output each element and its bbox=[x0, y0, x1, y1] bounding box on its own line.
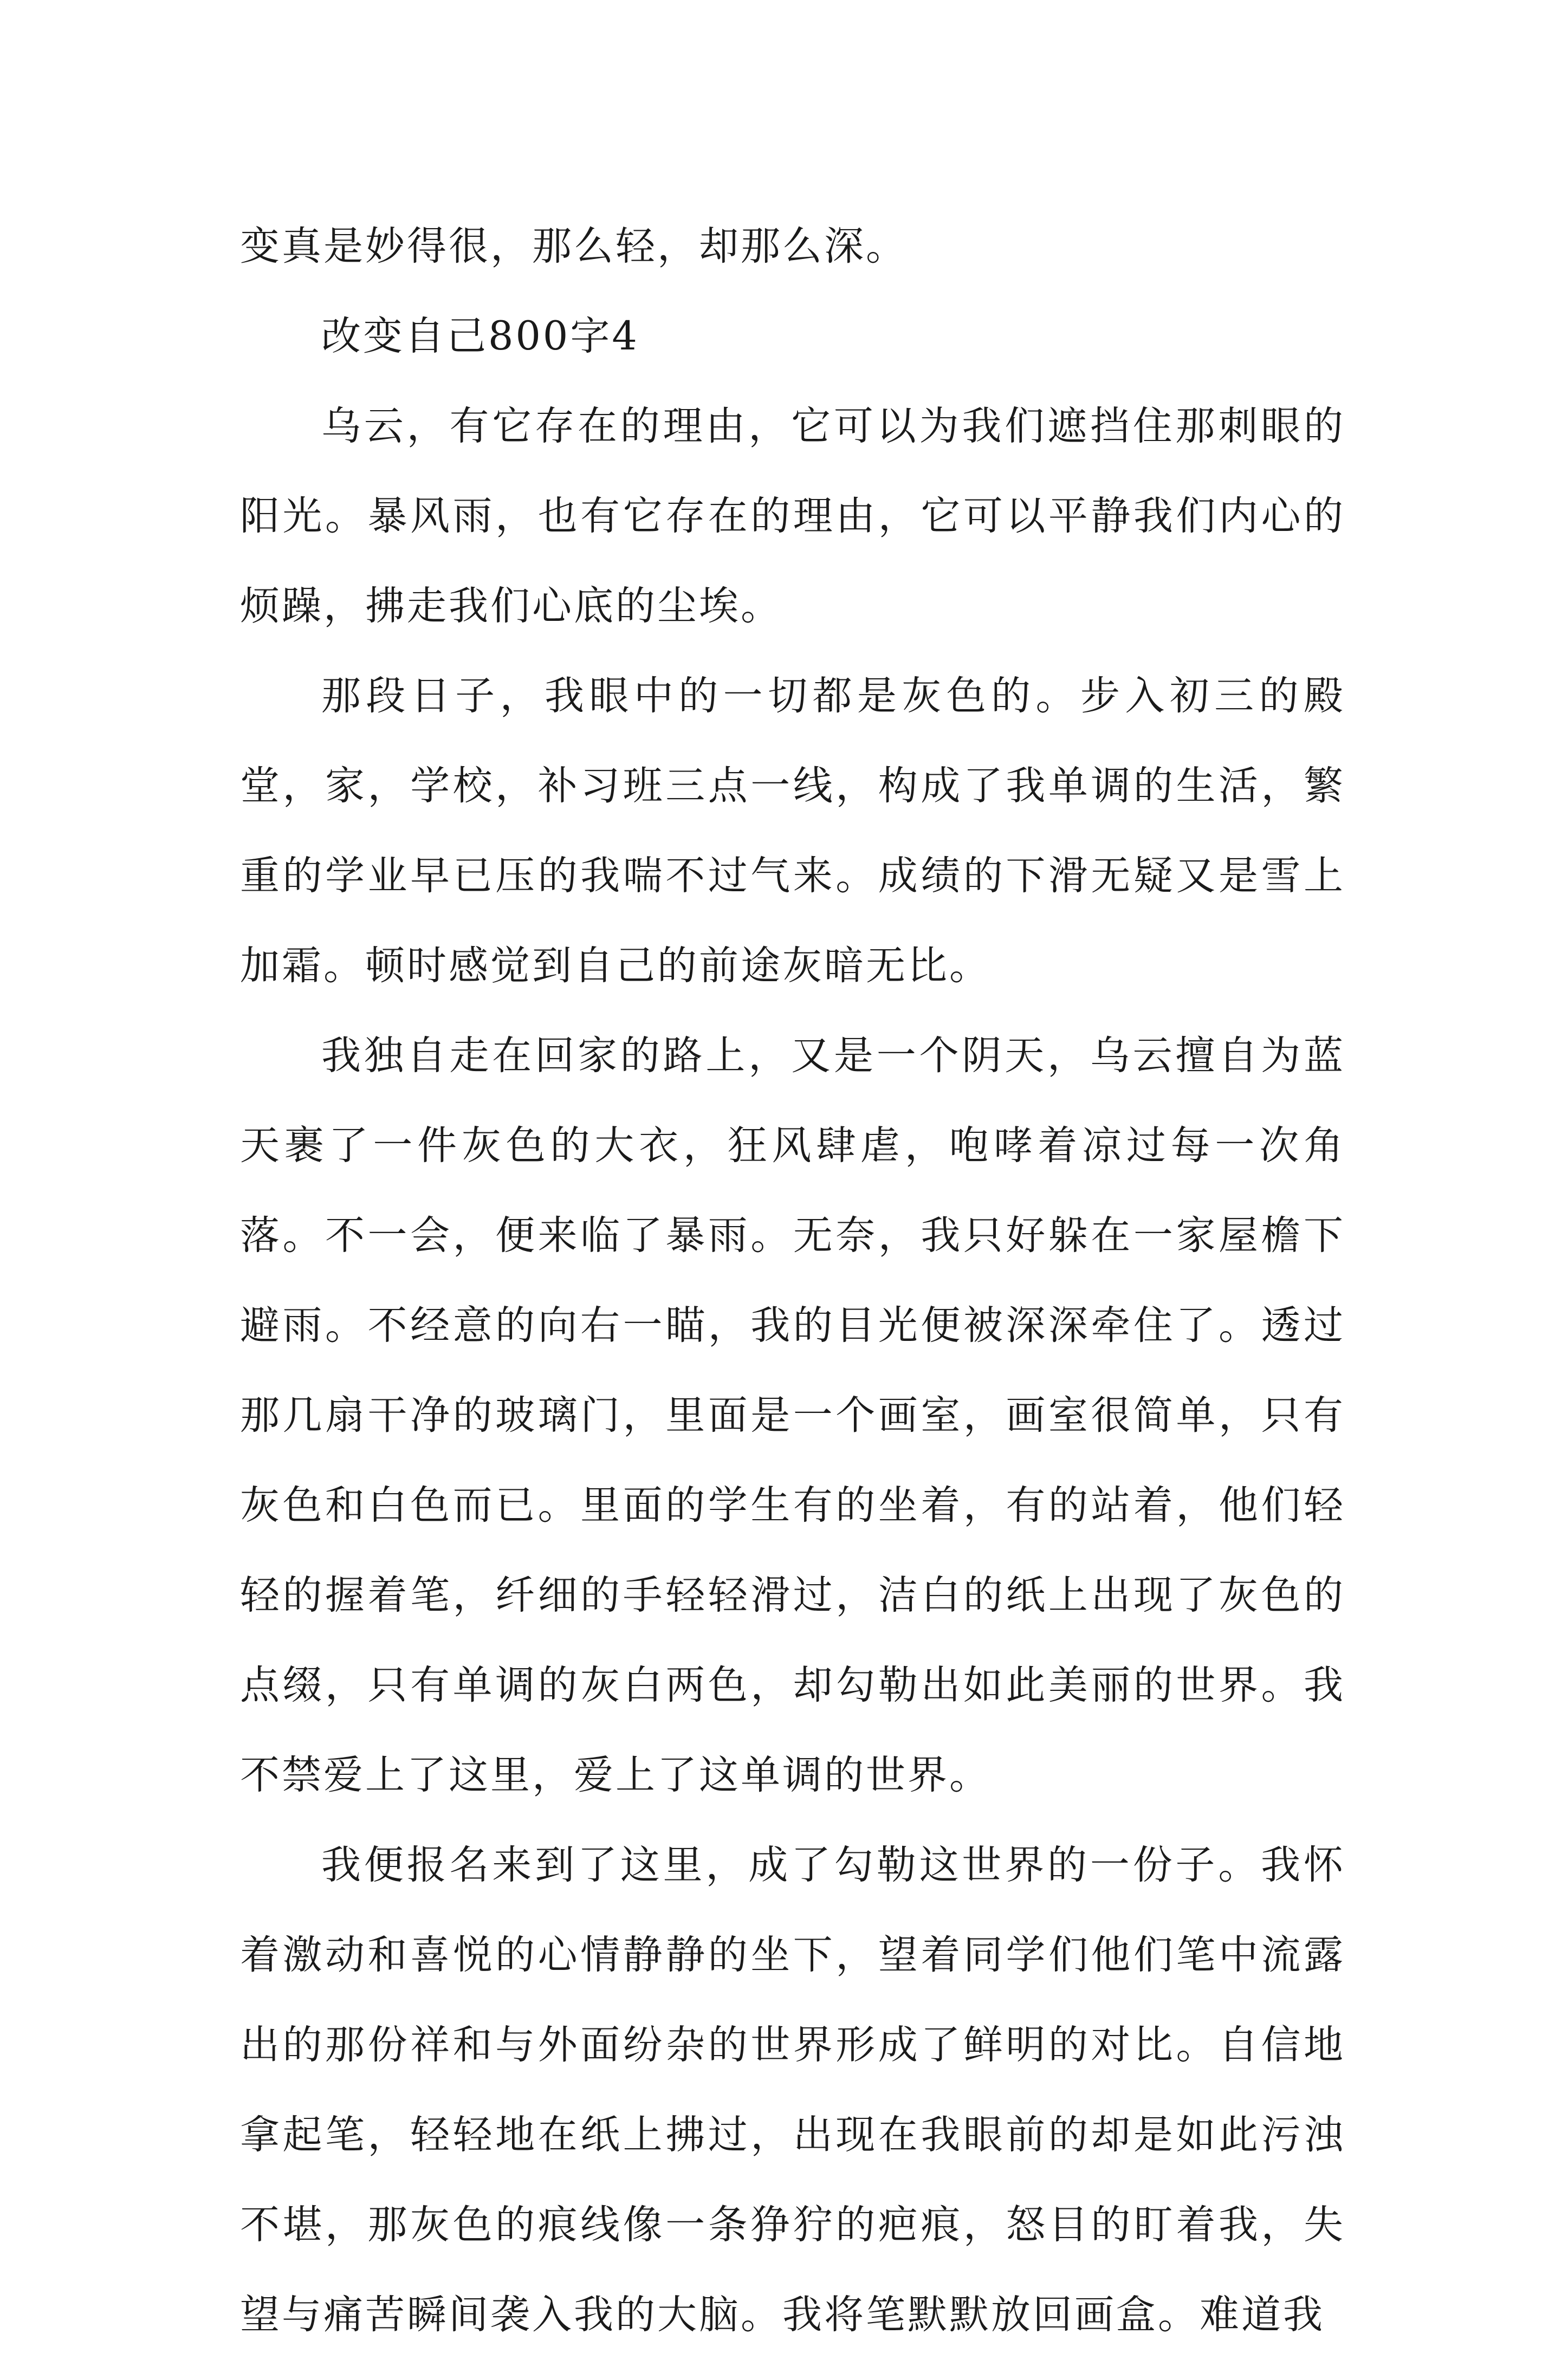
continuation-paragraph: 变真是妙得很，那么轻，却那么深。 bbox=[240, 223, 908, 269]
paragraph-1: 乌云，有它存在的理由，它可以为我们遮挡住那刺眼的阳光。暴风雨，也有它存在的理由，它可以平静我们内心的烦躁，拂走我们心底的尘埃。 bbox=[240, 403, 1345, 629]
paragraph-4: 我便报名来到了这里，成了勾勒这世界的一份子。我怀着激动和喜悦的心情静静的坐下，望着同学们他们笔中流露出的那份祥和与外面纷杂的世界形成了鲜明的对比。自信地拿起笔，轻轻地在纸上拂过，出现在我眼前的却是如此污浊不堪，那灰色的痕线像一条狰狞的疤痕，怒目的盯着我，失望与痛苦瞬间袭入我的大脑。我将笔默默放回画盒。难道我 bbox=[240, 1842, 1345, 2338]
paragraph-3: 我独自走在回家的路上，又是一个阴天，乌云擅自为蓝天裹了一件灰色的大衣，狂风肆虐，咆哮着凉过每一次角落。不一会，便来临了暴雨。无奈，我只好躲在一家屋檐下避雨。不经意的向右一瞄，我的目光便被深深牵住了。透过那几扇干净的玻璃门，里面是一个画室，画室很简单，只有灰色和白色而已。里面的学生有的坐着，有的站着，他们轻轻的握着笔，纤细的手轻轻滑过，洁白的纸上出现了灰色的点缀，只有单调的灰白两色，却勾勒出如此美丽的世界。我不禁爱上了这里，爱上了这单调的世界。 bbox=[240, 1033, 1345, 1798]
section-title: 改变自己800字4 bbox=[321, 313, 639, 359]
paragraph-2: 那段日子，我眼中的一切都是灰色的。步入初三的殿堂，家，学校，补习班三点一线，构成了我单调的生活，繁重的学业早已压的我喘不过气来。成绩的下滑无疑又是雪上加霜。顿时感觉到自己的前途灰暗无比。 bbox=[240, 673, 1345, 989]
document-body bbox=[240, 202, 1345, 2360]
